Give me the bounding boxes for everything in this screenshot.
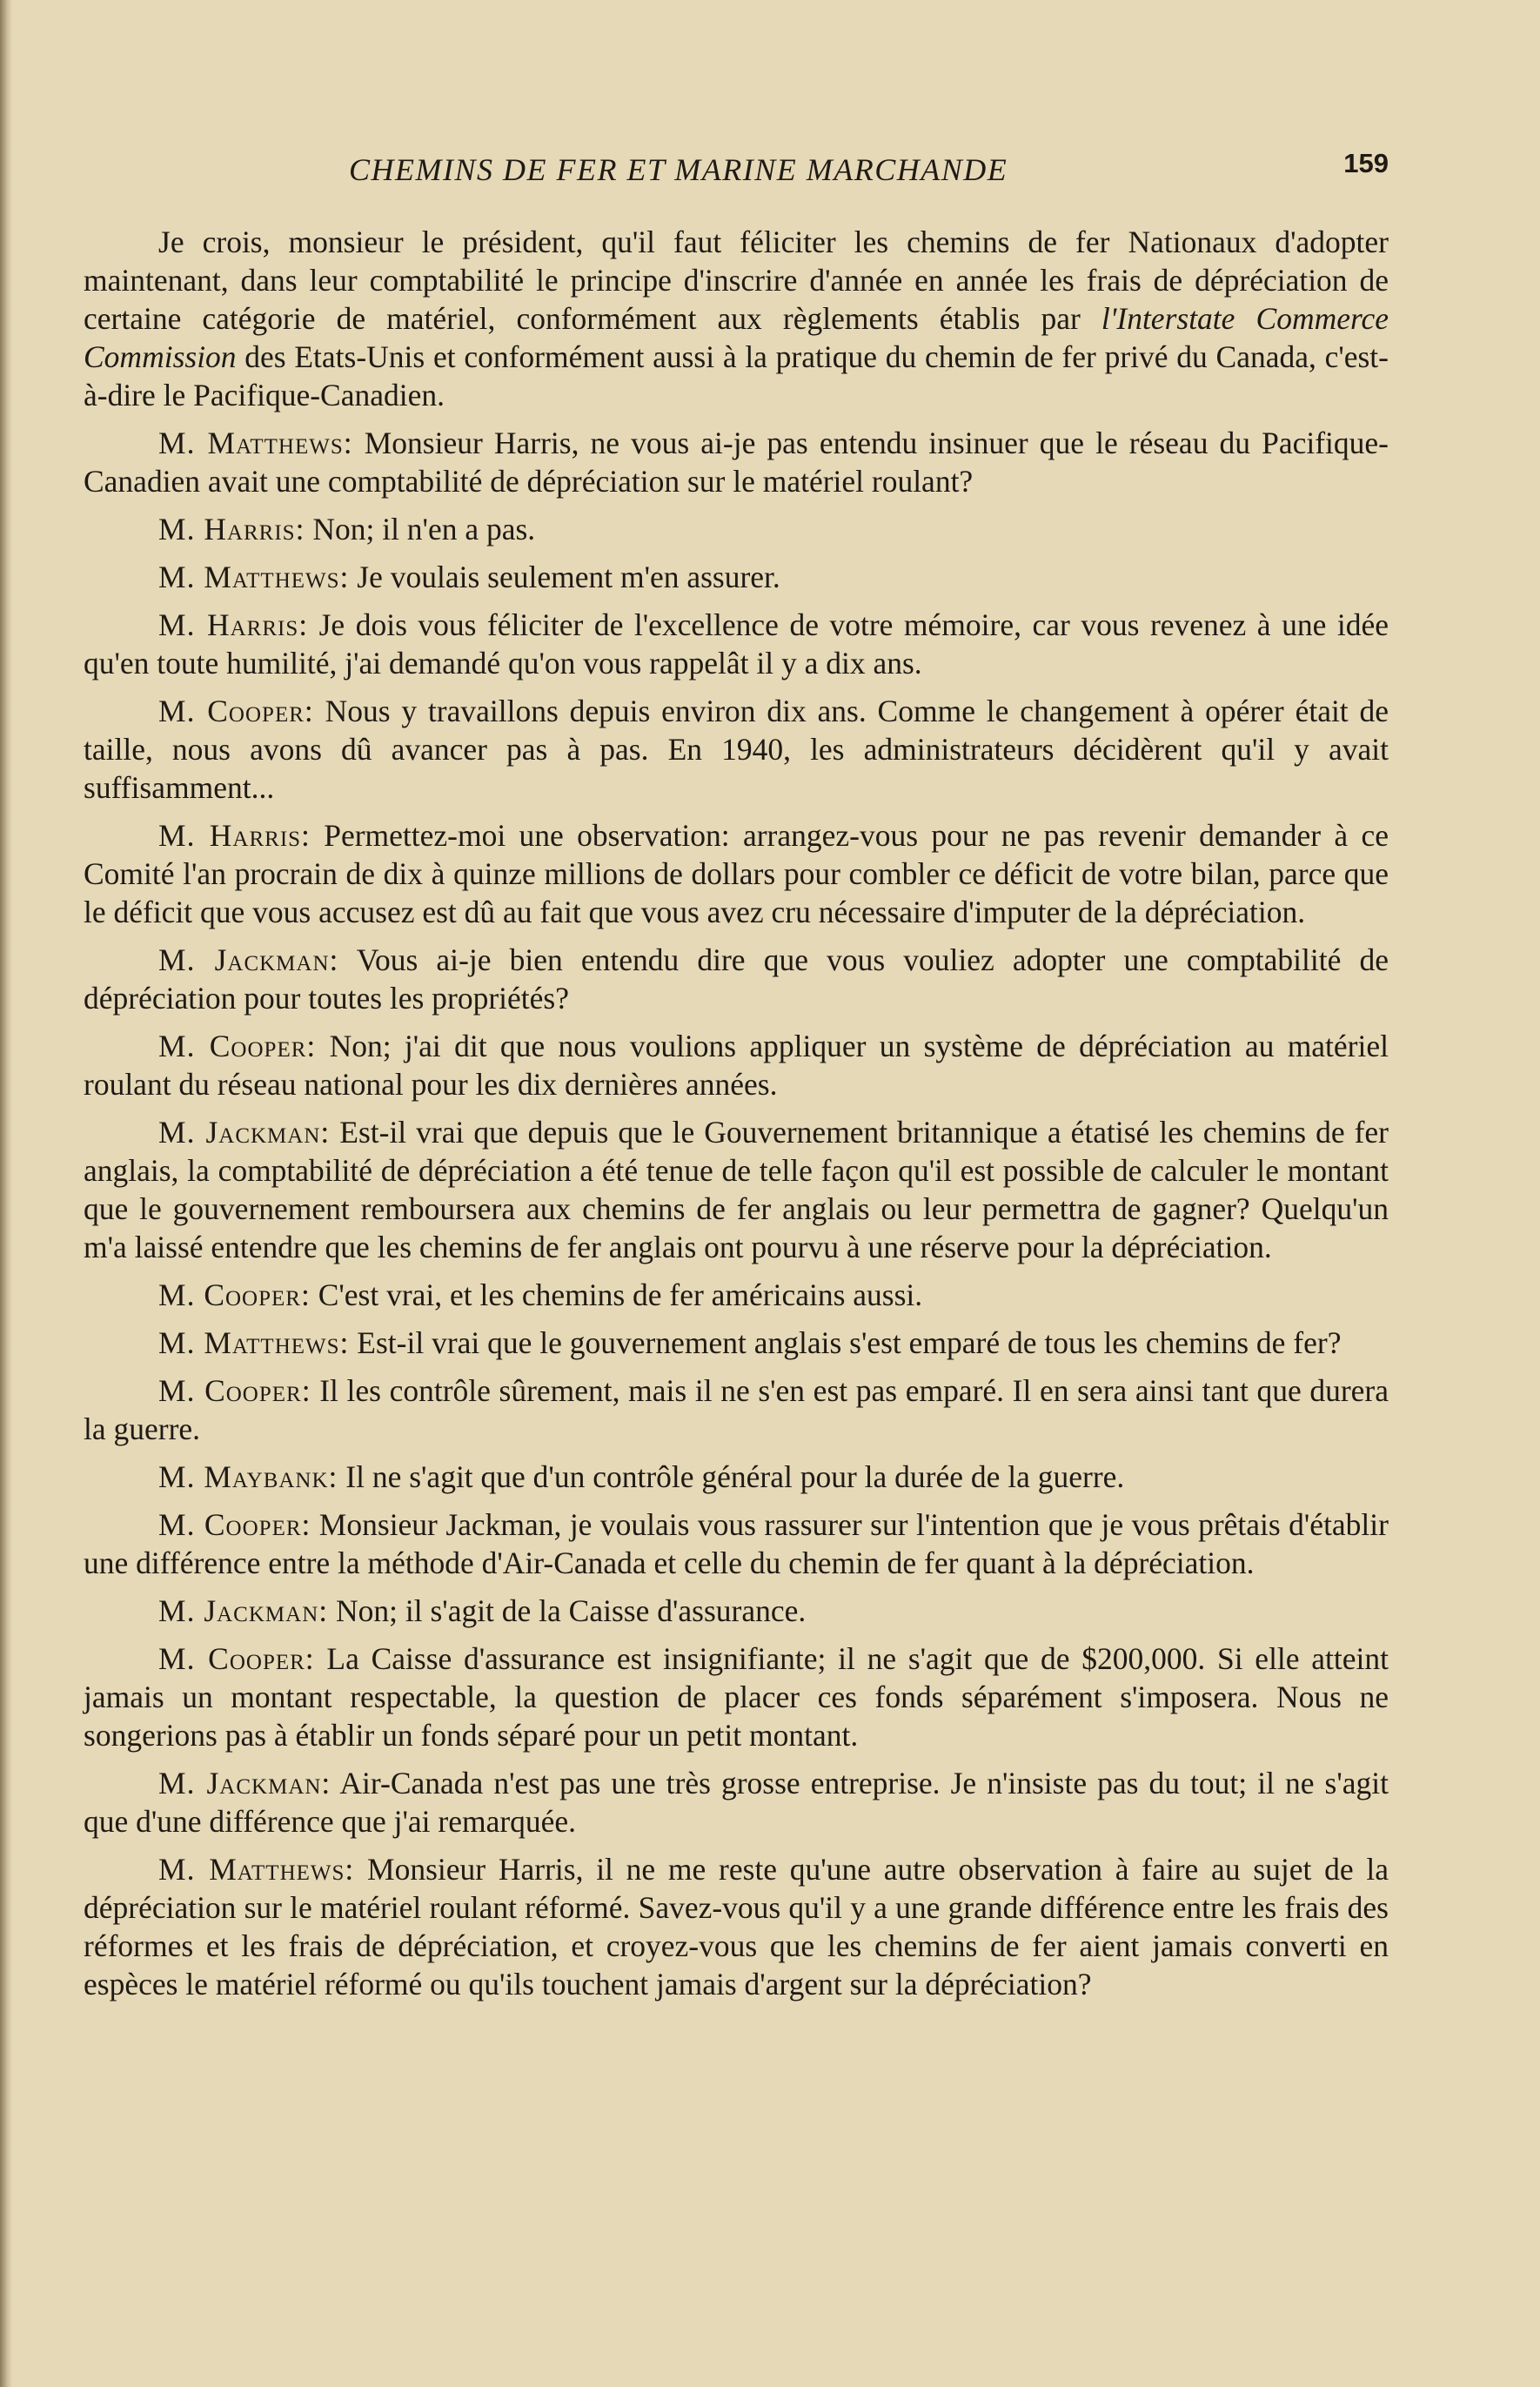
speaker-name: M. Matthews: — [158, 1852, 355, 1887]
paragraph — [84, 1592, 1389, 1630]
paragraph — [84, 1505, 1389, 1582]
speaker-name: M. Harris: — [158, 818, 311, 853]
paragraph-text: Monsieur Harris, ne vous ai-je pas entendu insinuer que le réseau du Pacifique-Canadien avait une comptabilité de dépréciation sur le matériel roulant? — [84, 426, 1389, 499]
paragraph — [84, 941, 1389, 1017]
speaker-name: M. Matthews: — [158, 426, 353, 460]
paragraph-text: Est-il vrai que le gouvernement anglais s'est emparé de tous les chemins de fer? — [349, 1325, 1342, 1360]
paragraph-text: Monsieur Harris, il ne me reste qu'une autre observation à faire au sujet de la dépréciation sur le matériel roulant réformé. Savez-vous qu'il y a une grande différence entre les frais des réformes et les frais de dépréciation, et croyez-vous que les chemins de fer aient jamais converti en espèces le matériel réformé ou qu'ils touchent jamais d'argent sur la dépréciation? — [84, 1852, 1389, 2001]
paragraph-text: Air-Canada n'est pas une très grosse entreprise. Je n'insiste pas du tout; il ne s'agit que d'une différence que j'ai remarquée. — [84, 1766, 1389, 1839]
paragraph-text: Non; j'ai dit que nous voulions appliquer un système de dépréciation au matériel roulant du réseau national pour les dix dernières années. — [84, 1029, 1389, 1102]
paragraph — [84, 692, 1389, 807]
speaker-name: M. Jackman: — [158, 942, 339, 977]
page-body — [84, 223, 1389, 2013]
paragraph-text: Nous y travaillons depuis environ dix ans. Comme le changement à opérer était de taille, nous avons dû avancer pas à pas. En 1940, les administrateurs décidèrent qu'il y avait suffisamment... — [84, 694, 1389, 805]
paragraph — [84, 558, 1389, 596]
paragraph — [84, 1113, 1389, 1266]
speaker-name: M. Harris: — [158, 512, 305, 546]
paragraph — [84, 1324, 1389, 1362]
paragraph-text: Il les contrôle sûrement, mais il ne s'en est pas emparé. Il en sera ainsi tant que durera la guerre. — [84, 1373, 1389, 1446]
paragraph — [84, 816, 1389, 931]
paragraph — [84, 1850, 1389, 2003]
paragraph — [84, 1639, 1389, 1754]
paragraph-text-continued: des Etats-Unis et conformément aussi à la pratique du chemin de fer privé du Canada, c'est-à-dire le Pacifique-Canadien. — [84, 339, 1389, 412]
paragraph-text: Je crois, monsieur le président, qu'il faut féliciter les chemins de fer Nationaux d'adopter maintenant, dans leur comptabilité le principe d'inscrire d'année en année les frais de dépréciation de certaine catégorie de matériel, conformément aux règlements établis par — [84, 225, 1389, 336]
paragraph-text: Vous ai-je bien entendu dire que vous vouliez adopter une comptabilité de dépréciation pour toutes les propriétés? — [84, 942, 1389, 1016]
page-binding-edge — [0, 0, 12, 2387]
paragraph-text: Il ne s'agit que d'un contrôle général pour la durée de la guerre. — [338, 1459, 1125, 1494]
page-header — [84, 148, 1389, 200]
paragraph-text: La Caisse d'assurance est insignifiante; il ne s'agit que de $200,000. Si elle atteint jamais un montant respectable, la question de placer ces fonds séparément s'imposera. Nous ne songerions pas à établir un fonds séparé pour un petit montant. — [84, 1641, 1389, 1753]
paragraph-text: Non; il s'agit de la Caisse d'assurance. — [328, 1593, 807, 1628]
paragraph — [84, 424, 1389, 500]
running-title: CHEMINS DE FER ET MARINE MARCHANDE — [349, 152, 1008, 187]
paragraph-text: Non; il n'en a pas. — [305, 512, 536, 546]
speaker-name: M. Matthews: — [158, 560, 350, 594]
emphasized-text: l'Interstate Commerce Commission — [84, 301, 1389, 374]
paragraph-text: Est-il vrai que depuis que le Gouvernement britannique a étatisé les chemins de fer anglais, la comptabilité de dépréciation a été tenue de telle façon qu'il est possible de calculer le montant que le gouvernement remboursera aux chemins de fer anglais ou leur permettra de gagner? Quelqu'un m'a laissé entendre que les chemins de fer anglais ont pourvu à une réserve pour la dépréciation. — [84, 1115, 1389, 1264]
paragraph — [84, 1371, 1389, 1448]
paragraph-text: C'est vrai, et les chemins de fer américains aussi. — [310, 1277, 923, 1312]
speaker-name: M. Cooper: — [158, 694, 314, 728]
speaker-name: M. Harris: — [158, 607, 309, 642]
paragraph — [84, 510, 1389, 548]
paragraph — [84, 1276, 1389, 1314]
speaker-name: M. Jackman: — [158, 1115, 331, 1150]
paragraph-text: Je dois vous féliciter de l'excellence de votre mémoire, car vous revenez à une idée qu'en toute humilité, j'ai demandé qu'on vous rappelât il y a dix ans. — [84, 607, 1389, 681]
paragraph — [84, 606, 1389, 682]
paragraph — [84, 1027, 1389, 1103]
paragraph-text: Je voulais seulement m'en assurer. — [349, 560, 780, 594]
paragraph-text: Monsieur Jackman, je voulais vous rassurer sur l'intention que je vous prêtais d'établir une différence entre la méthode d'Air-Canada et celle du chemin de fer quant à la dépréciation. — [84, 1507, 1389, 1580]
speaker-name: M. Cooper: — [158, 1641, 315, 1676]
speaker-name: M. Jackman: — [158, 1593, 329, 1628]
speaker-name: M. Cooper: — [158, 1373, 311, 1408]
speaker-name: M. Cooper: — [158, 1277, 311, 1312]
paragraph — [84, 1764, 1389, 1841]
speaker-name: M. Cooper: — [158, 1029, 317, 1063]
speaker-name: M. Jackman: — [158, 1766, 331, 1800]
page-number: 159 — [1343, 148, 1389, 178]
speaker-name: M. Maybank: — [158, 1459, 338, 1494]
paragraph — [84, 223, 1389, 414]
speaker-name: M. Cooper: — [158, 1507, 311, 1542]
paragraph — [84, 1458, 1389, 1496]
speaker-name: M. Matthews: — [158, 1325, 350, 1360]
paragraph-text: Permettez-moi une observation: arrangez-vous pour ne pas revenir demander à ce Comité l'an procrain de dix à quinze millions de dollars pour combler ce déficit de votre bilan, parce que le déficit que vous accusez est dû au fait que vous avez cru nécessaire d'imputer de la dépréciation. — [84, 818, 1389, 929]
